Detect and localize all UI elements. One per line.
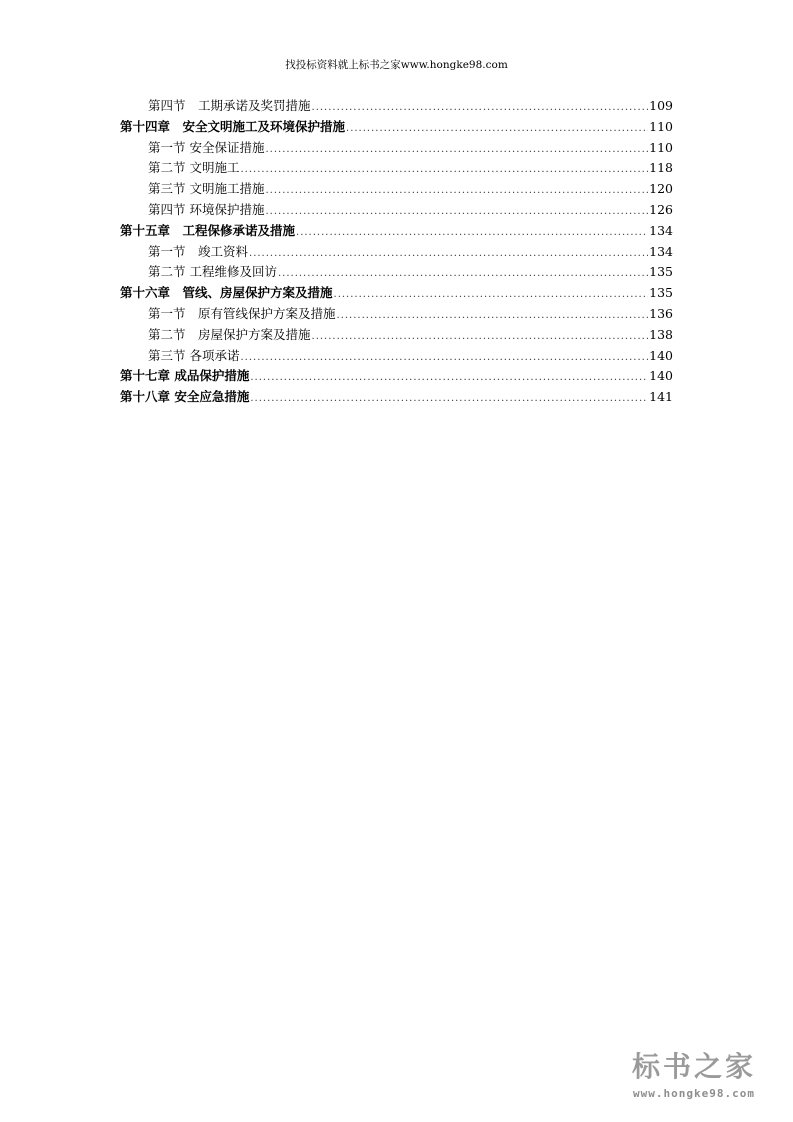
- toc-entry-page: 136: [649, 305, 673, 321]
- toc-entry-label: 第十六章 管线、房屋保护方案及措施: [120, 285, 333, 301]
- toc-entry[interactable]: [120, 242, 673, 263]
- toc-entry[interactable]: [120, 366, 673, 387]
- toc-entry-label: 第十四章 安全文明施工及环境保护措施: [120, 118, 346, 134]
- toc-entry[interactable]: [120, 221, 673, 242]
- toc-entry-label: 第十五章 工程保修承诺及措施: [120, 222, 296, 238]
- toc-entry[interactable]: [120, 283, 673, 304]
- dot-leader: [346, 119, 648, 140]
- dot-leader: [265, 202, 648, 223]
- toc-entry-label: 第二节 房屋保护方案及措施: [148, 326, 311, 342]
- toc-entry[interactable]: [120, 179, 673, 200]
- toc-entry-page: 126: [649, 201, 673, 217]
- toc-entry-page: 134: [649, 222, 673, 238]
- toc-entry[interactable]: [120, 346, 673, 367]
- toc-entry-page: 141: [649, 389, 673, 405]
- toc-entry-label: 第一节 安全保证措施: [148, 139, 265, 155]
- toc-entry[interactable]: [120, 304, 673, 325]
- toc-entry-label: 第十七章 成品保护措施: [120, 368, 250, 384]
- watermark-logo: [619, 1045, 769, 1100]
- dot-leader: [265, 181, 648, 202]
- toc-entry-label: 第二节 文明施工: [148, 160, 240, 176]
- dot-leader: [278, 264, 648, 285]
- dot-leader: [265, 140, 648, 161]
- toc-entry[interactable]: [120, 96, 673, 117]
- page-header: 找投标资料就上标书之家www.hongke98.com: [285, 59, 508, 71]
- toc-entry-page: 134: [649, 243, 673, 259]
- toc-entry-page: 140: [649, 347, 673, 363]
- toc-entry-label: 第一节 原有管线保护方案及措施: [148, 305, 336, 321]
- dot-leader: [337, 306, 649, 327]
- dot-leader: [334, 285, 649, 306]
- toc-entry-page: 109: [649, 98, 673, 113]
- dot-leader: [312, 98, 649, 119]
- toc-entry-label: 第四节 环境保护措施: [148, 201, 265, 217]
- toc-entry-page: 110: [649, 118, 673, 134]
- dot-leader: [296, 223, 648, 244]
- dot-leader: [312, 327, 649, 348]
- toc-entry[interactable]: [120, 387, 673, 408]
- dot-leader: [240, 348, 648, 369]
- toc-entry[interactable]: [120, 117, 673, 138]
- toc-entry-page: 138: [649, 326, 673, 342]
- toc-entry-page: 135: [649, 285, 673, 301]
- toc-entry[interactable]: [120, 138, 673, 159]
- toc-entry-label: 第三节 文明施工措施: [148, 181, 265, 197]
- toc-entry-page: 110: [649, 139, 673, 155]
- toc-entry-label: 第三节 各项承诺: [148, 347, 240, 363]
- toc-entry[interactable]: [120, 262, 673, 283]
- toc-entry-page: 120: [649, 181, 673, 197]
- toc-entry-page: 118: [649, 160, 673, 176]
- toc-entry-page: 140: [649, 368, 673, 384]
- toc-entry-label: 第十八章 安全应急措施: [120, 389, 250, 405]
- toc-entry[interactable]: [120, 325, 673, 346]
- table-of-contents: [120, 96, 673, 408]
- toc-entry-page: 135: [649, 264, 673, 280]
- toc-entry-label: 第四节 工期承诺及奖罚措施: [148, 98, 311, 113]
- toc-entry[interactable]: [120, 158, 673, 179]
- toc-entry[interactable]: [120, 200, 673, 221]
- dot-leader: [249, 244, 648, 265]
- dot-leader: [240, 160, 648, 181]
- dot-leader: [250, 368, 648, 389]
- toc-entry-label: 第一节 竣工资料: [148, 243, 249, 259]
- dot-leader: [250, 389, 648, 410]
- logo-text: 标书之家: [631, 1050, 756, 1083]
- toc-entry-label: 第二节 工程维修及回访: [148, 264, 277, 280]
- logo-url: www.hongke98.com: [633, 1087, 755, 1100]
